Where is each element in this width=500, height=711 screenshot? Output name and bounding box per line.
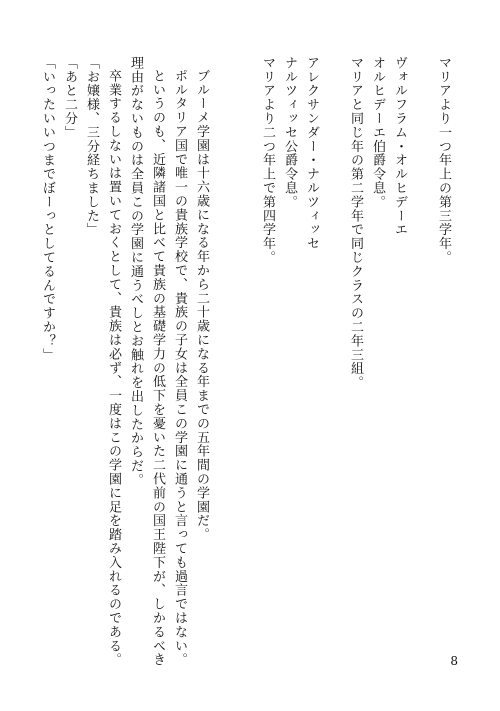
paragraph-line: ブルーメ学園は十六歳になる年から二十歳になる年までの五年間の学園だ。 — [194, 69, 209, 542]
dialogue-line: 「お嬢様、三分経ちました」 — [84, 56, 99, 237]
paragraph-line: 卒業するしないは置いておくとして、貴族は必ず、一度はこの学園に足を踏み入れるのである。 — [106, 69, 121, 667]
paragraph-line: ポルタリア国で唯一の貴族学校で、貴族の子女は全員この学園に通うと言っても過言ではない。 — [172, 69, 187, 667]
text-line: マリアより二つ年上で第四学年。 — [260, 56, 275, 265]
paragraph-line: というのも、近隣諸国と比べて貴族の基礎学力の低下を憂いた二代前の国王陛下が、しかるべき — [150, 69, 165, 667]
dialogue-line: 「あと二分」 — [62, 56, 77, 140]
blank-line — [234, 56, 256, 656]
text-line: オルヒデーエ伯爵令息。 — [370, 56, 385, 209]
text-line: マリアと同じ年の第二学年で同じクラスの二年三組。 — [348, 56, 363, 390]
text-line: アレクサンダー・ナルツィッセ — [304, 56, 319, 251]
paragraph-line: 理由がないものは全員この学園に通うべしとお触れを出したからだ。 — [128, 56, 143, 487]
blank-line — [212, 56, 234, 656]
blank-line — [322, 56, 344, 656]
vertical-text-block — [34, 56, 454, 667]
text-line: マリアより一つ年上の第三学年。 — [436, 56, 451, 265]
text-line: ヴォルフラム・オルヒデーエ — [392, 56, 407, 237]
page-number: 8 — [450, 654, 458, 668]
text-line: ナルツィッセ公爵令息。 — [282, 56, 297, 209]
dialogue-line: 「いったいいつまでぼーっとしてるんですか？」 — [40, 56, 55, 362]
blank-line — [410, 56, 432, 656]
